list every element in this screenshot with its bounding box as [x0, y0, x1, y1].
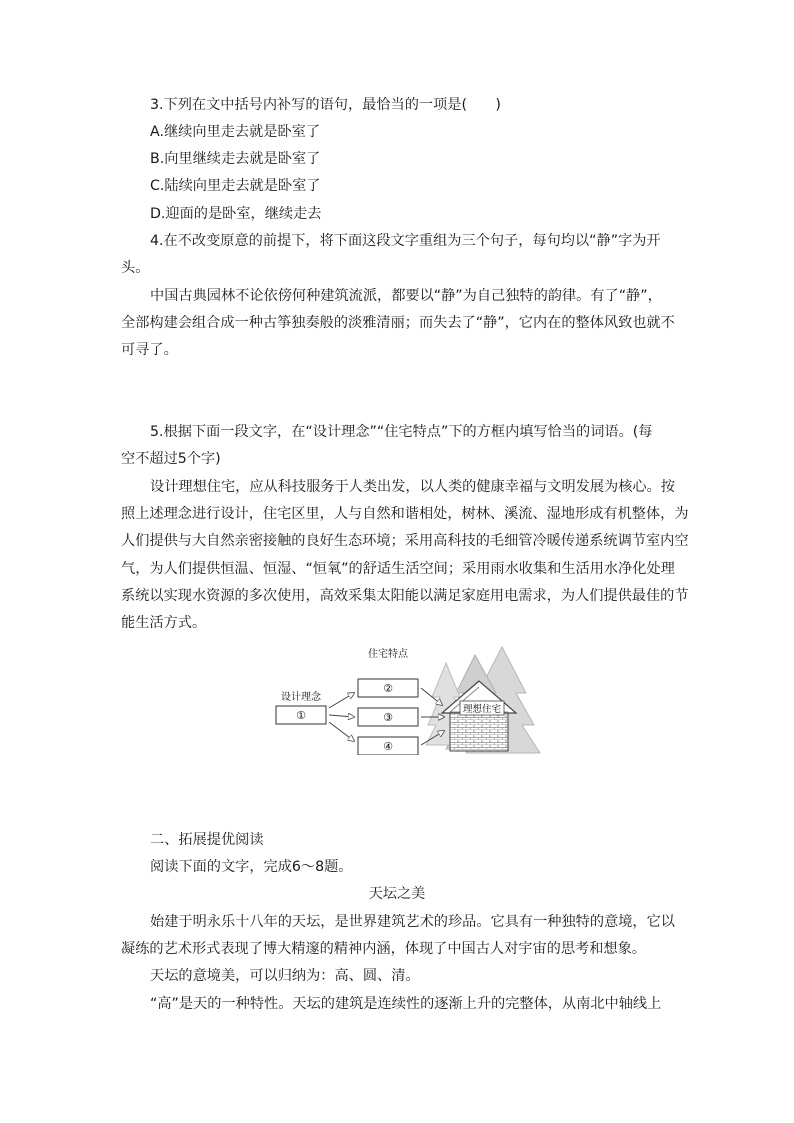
label-house-features: 住宅特点 — [368, 649, 408, 660]
section-instruction: 阅读下面的文字，完成6～8题。 — [150, 859, 353, 875]
ideal-house-diagram — [270, 645, 550, 755]
q5-passage-line: 气，为人们提供恒温、恒湿、“恒氧”的舒适生活空间；采用雨水收集和生活用水净化处理 — [121, 561, 675, 577]
q4-stem-line: 4.在不改变原意的前提下，将下面这段文字重组为三个句子，每句均以“静”字为开 — [150, 233, 661, 249]
feature-box-3-number: ③ — [383, 711, 393, 724]
article-paragraph-line: 始建于明永乐十八年的天坛，是世界建筑艺术的珍品。它具有一种独特的意境，它以 — [150, 914, 675, 930]
q4-stem-line: 头。 — [121, 260, 150, 276]
feature-box-2-number: ② — [383, 682, 393, 695]
feature-box-4-number: ④ — [383, 740, 393, 753]
q5-passage-line: 能生活方式。 — [121, 615, 207, 631]
q3-option-b: B.向里继续走去就是卧室了 — [150, 151, 321, 167]
house-label: 理想住宅 — [462, 705, 502, 715]
q4-passage-line: 中国古典园林不论依傍何种建筑流派，都要以“静”为自己独特的韵律。有了“静”， — [150, 288, 662, 304]
arrow — [329, 722, 354, 741]
q3-option-d: D.迎面的是卧室，继续走去 — [150, 206, 322, 222]
article-paragraph-line: “高”是天的一种特性。天坛的建筑是连续性的逐渐上升的完整体，从南北中轴线上 — [150, 996, 662, 1012]
article-title: 天坛之美 — [368, 886, 426, 902]
q4-passage-line: 可寻了。 — [121, 342, 178, 358]
label-design-concept: 设计理念 — [281, 692, 321, 703]
q5-passage-line: 系统以实现水资源的多次使用，高效采集太阳能以满足家庭用电需求，为人们提供最佳的节 — [121, 588, 689, 604]
q4-passage-line: 全部构建会组合成一种古筝独奏般的淡雅清丽；而失去了“静”，它内在的整体风致也就不 — [121, 315, 675, 331]
q5-passage-line: 设计理想住宅，应从科技服务于人类出发，以人类的健康幸福与文明发展为核心。按 — [150, 479, 675, 495]
article-paragraph-line: 凝练的艺术形式表现了博大精邃的精神内涵，体现了中国古人对宇宙的思考和想象。 — [121, 941, 646, 957]
q5-passage-line: 照上述理念进行设计，住宅区里，人与自然和谐相处，树林、溪流、湿地形成有机整体，为 — [121, 506, 689, 522]
house-wall — [450, 713, 508, 751]
article-paragraph-line: 天坛的意境美，可以归纳为：高、圆、清。 — [150, 968, 420, 984]
q3-option-c: C.陆续向里走去就是卧室了 — [150, 178, 321, 194]
q5-stem-line: 5.根据下面一段文字，在“设计理念”“住宅特点”下的方框内填写恰当的词语。(每 — [150, 424, 653, 440]
arrow — [329, 693, 354, 708]
q5-stem-line: 空不超过5个字) — [121, 451, 221, 467]
q3-option-a: A.继续向里走去就是卧室了 — [150, 124, 321, 140]
arrow — [329, 715, 354, 717]
q3-stem: 3.下列在文中括号内补写的语句，最恰当的一项是( ) — [150, 97, 501, 113]
q5-passage-line: 人们提供与大自然亲密接触的良好生态环境；采用高科技的毛细管冷暖传递系统调节室内空 — [121, 533, 689, 549]
concept-box-number: ① — [296, 709, 306, 722]
section-heading: 二、拓展提优阅读 — [150, 832, 264, 848]
